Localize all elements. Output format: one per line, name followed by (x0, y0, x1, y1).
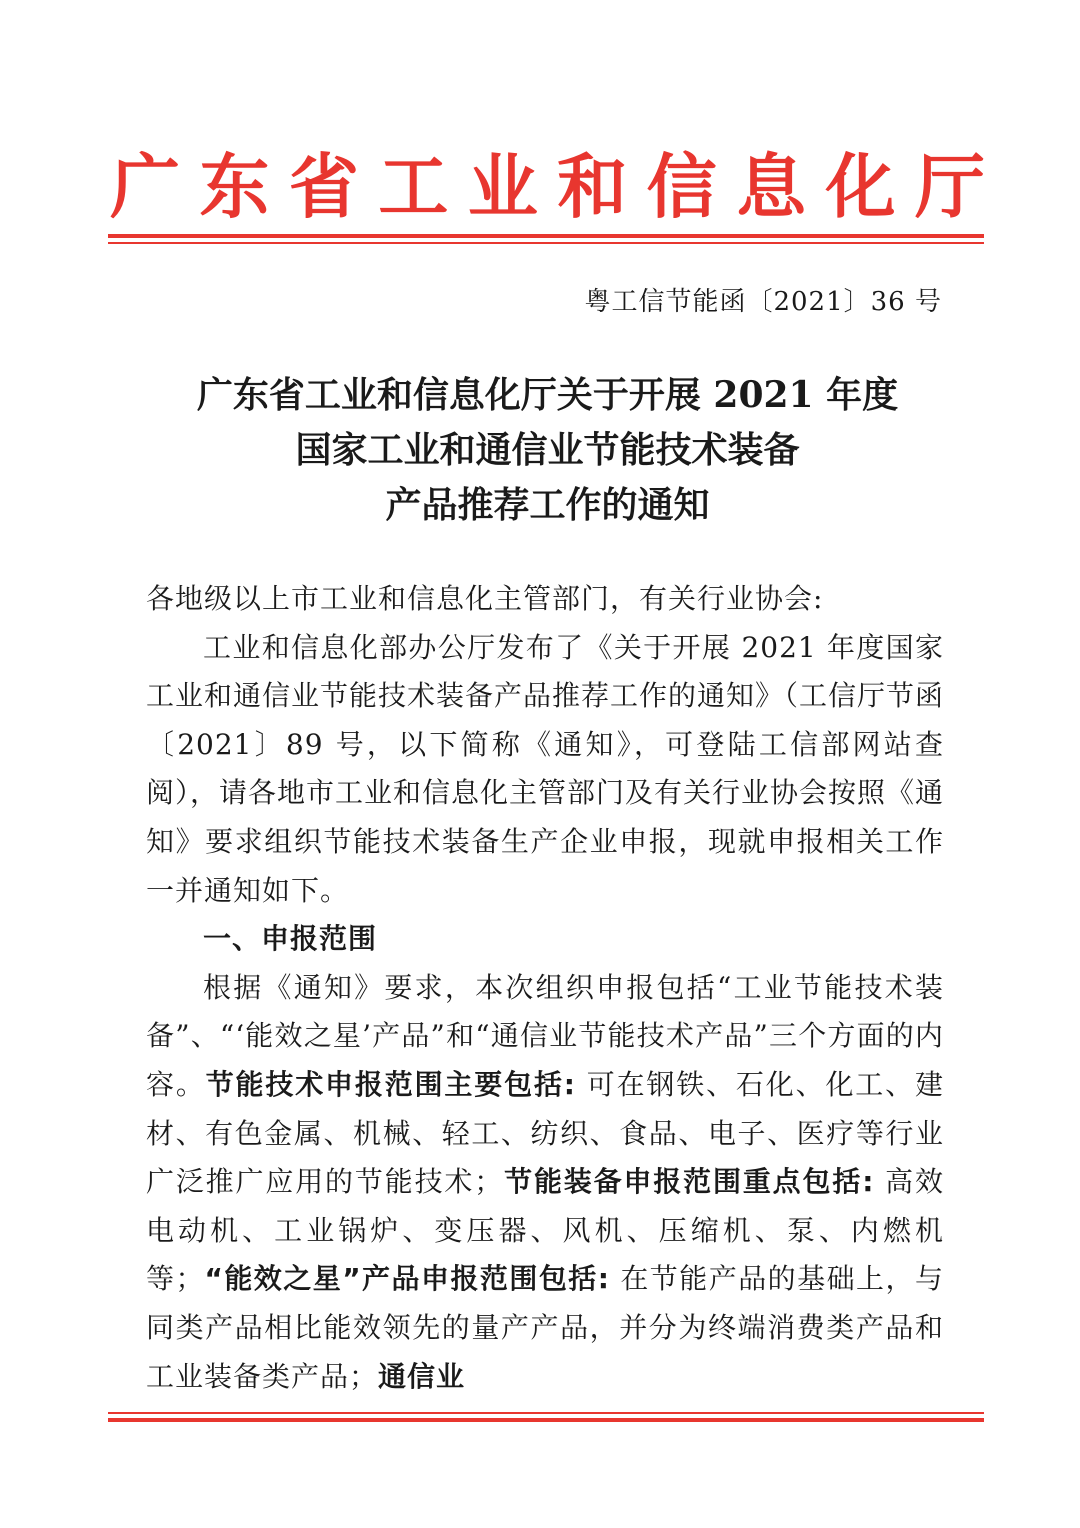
salutation: 各地级以上市工业和信息化主管部门，有关行业协会: (146, 582, 824, 615)
document-title (110, 368, 985, 533)
document-body (146, 575, 944, 1401)
letterhead-char: 广 (110, 146, 180, 228)
bold-phrase: 通信业 (378, 1359, 466, 1393)
bold-phrase: “能效之星”产品申报范围包括: (204, 1262, 610, 1296)
letterhead-char: 工 (378, 146, 449, 228)
letterhead-char: 业 (467, 146, 538, 228)
letterhead-char: 信 (646, 146, 717, 228)
paragraph: 工业和信息化部办公厅发布了《关于开展 2021 年度国家工业和通信业节能技术装备产品推荐工作的通知》（工信厅节函〔2021〕89 号，以下简称《通知》，可登陆工信部网站查阅），请各地市工业和信息化主管部门及有关行业协会按照《通知》要求组织节能技术装备生产企业申报，现就申报相关工作一并通知如下。 (146, 630, 945, 907)
paragraph-text: 在节能产品的基础上，与同类产品相比能效领先的量产产品，并分为终端消费类产品和工业装备类产品； (146, 1262, 944, 1393)
letterhead-char: 和 (557, 146, 628, 228)
header-rule-thin (108, 242, 984, 244)
document-number: 粤工信节能函〔2021〕36 号 (584, 287, 942, 317)
paragraph-text: 可在钢铁、石化、化工、建材、有色金属、机械、轻工、纺织、食品、电子、医疗等行业广泛推广应用的节能技术； (146, 1067, 944, 1199)
bold-phrase: 节能技术申报范围主要包括: (205, 1067, 576, 1101)
title-line: 产品推荐工作的通知 (385, 484, 710, 526)
header-rule-thick (108, 234, 984, 238)
section-heading: 一、申报范围 (203, 922, 378, 956)
letterhead-char: 厅 (914, 146, 985, 228)
letterhead-title (110, 142, 985, 232)
paragraph (146, 964, 944, 1401)
paragraph-text: 根据《通知》要求，本次组织申报包括“工业节能技术装备”、“‘能效之星’产品”和“通信业节能技术产品”三个方面的内容。 (146, 970, 944, 1101)
letterhead-char: 息 (736, 146, 807, 228)
title-line: 广东省工业和信息化厅关于开展 2021 年度 (196, 374, 899, 416)
bold-phrase: 节能装备申报范围重点包括: (503, 1165, 875, 1199)
letterhead-char: 化 (825, 146, 896, 228)
footer-rule-thick (108, 1418, 984, 1422)
letterhead-char: 东 (199, 146, 270, 228)
paragraph-text: 高效电动机、工业锅炉、变压器、风机、压缩机、泵、内燃机等； (146, 1165, 944, 1296)
letterhead-char: 省 (288, 146, 359, 228)
footer-rule-thin (108, 1412, 984, 1414)
title-line: 国家工业和通信业节能技术装备 (295, 429, 800, 471)
